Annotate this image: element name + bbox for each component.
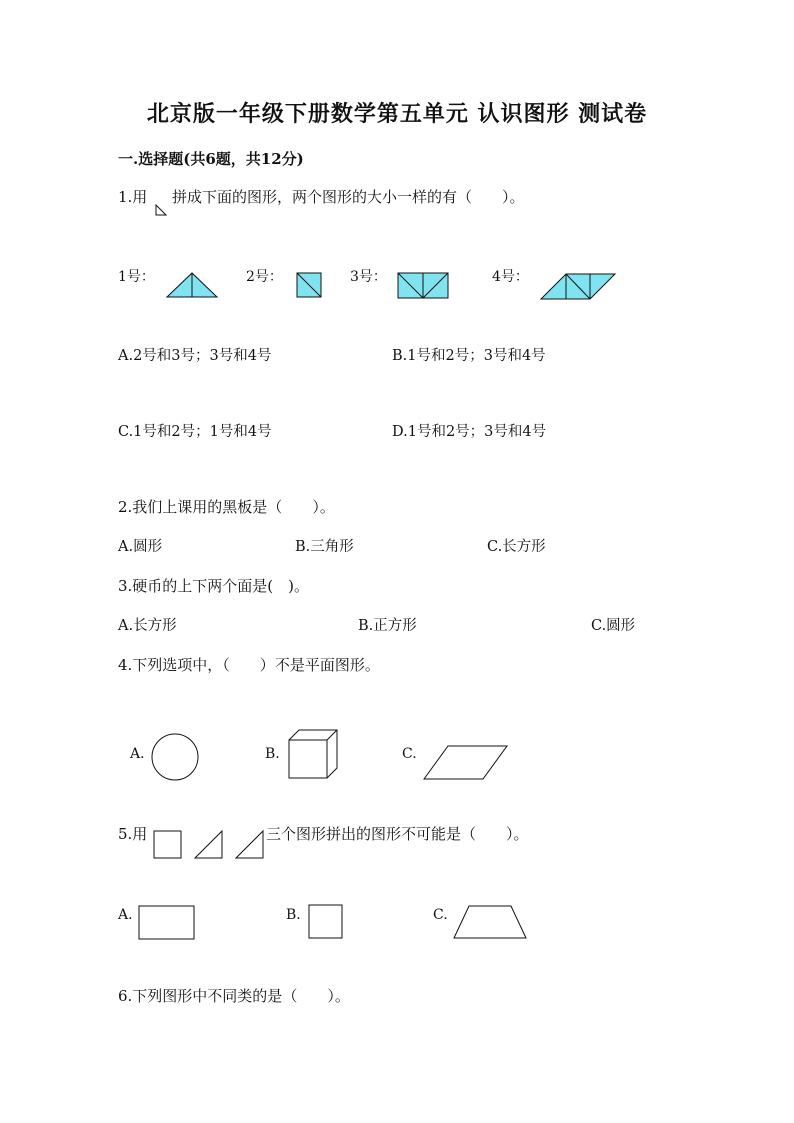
q1-label-2: 2号： [246,269,283,285]
q4-cube-figure[interactable] [288,729,340,781]
q2-option-c[interactable]: C.长方形 [487,539,546,555]
q5-option-b-label[interactable]: B. [286,907,301,923]
q1-figure-3 [397,272,449,299]
q4-text: 4.下列选项中，（ ）不是平面图形。 [118,656,380,674]
q1-option-d[interactable]: D.1号和2号；3号和4号 [392,424,547,440]
q1-option-c[interactable]: C.1号和2号；1号和4号 [118,424,272,440]
q4-parallelogram-figure[interactable] [423,745,509,781]
q5-triangle-icon [194,830,224,860]
q3-option-c[interactable]: C.圆形 [591,618,636,634]
q5-trapezoid-figure[interactable] [453,905,528,941]
q1-label-4: 4号： [492,269,529,285]
q1-label-1: 1号： [118,269,155,285]
q5-square-figure[interactable] [308,904,344,940]
page-title: 北京版一年级下册数学第五单元 认识图形 测试卷 [146,101,648,127]
q4-option-c-label[interactable]: C. [402,746,417,762]
q5-text: 三个图形拼出的图形不可能是（ ）。 [266,825,529,843]
q1-figure-4 [540,273,616,300]
q1-small-triangle-icon [155,204,167,216]
q1-figure-2 [296,272,322,298]
q5-prefix: 5.用 [118,825,148,843]
q1-text: 拼成下面的图形，两个图形的大小一样的有（ ）。 [172,188,525,206]
q2-option-b[interactable]: B.三角形 [295,539,354,555]
q5-triangle-icon-2 [235,830,265,860]
q5-rectangle-figure[interactable] [138,905,196,941]
q1-prefix: 1.用 [118,188,148,206]
section-heading: 一.选择题(共6题，共12分) [118,150,304,168]
q2-option-a[interactable]: A.圆形 [118,539,163,555]
q2-text: 2.我们上课用的黑板是（ ）。 [118,498,335,516]
q3-text: 3.硬币的上下两个面是( )。 [118,577,310,595]
q4-option-b-label[interactable]: B. [265,746,280,762]
q6-text: 6.下列图形中不同类的是（ ）。 [118,987,350,1005]
q4-option-a-label[interactable]: A. [130,746,145,762]
q5-square-icon [153,830,183,860]
q5-option-a-label[interactable]: A. [118,907,133,923]
q3-option-b[interactable]: B.正方形 [358,618,417,634]
q3-option-a[interactable]: A.长方形 [118,618,177,634]
q5-option-c-label[interactable]: C. [433,907,448,923]
q4-circle-figure[interactable] [151,733,201,783]
q1-option-a[interactable]: A.2号和3号；3号和4号 [118,348,272,364]
q1-figure-1 [166,272,218,298]
q1-label-3: 3号： [350,269,387,285]
q1-option-b[interactable]: B.1号和2号；3号和4号 [392,348,546,364]
